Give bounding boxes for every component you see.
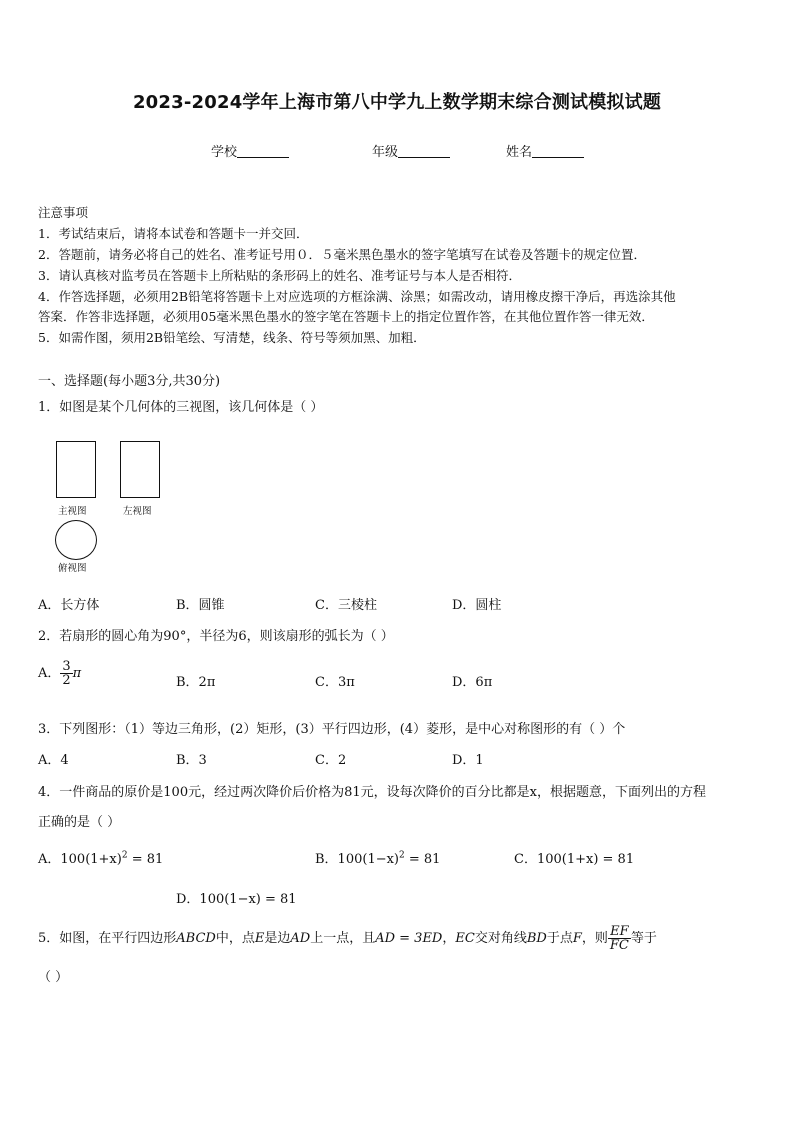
note-item: 答案．作答非选择题，必须用05毫米黑色墨水的签字笔在答题卡上的指定位置作答，在其他位置作答一律无效． <box>38 309 654 324</box>
q1-option-d: D．圆柱 <box>452 598 502 613</box>
q4-option-d: D．100(1−x) = 81 <box>176 892 297 907</box>
grade-blank <box>398 144 450 158</box>
q4-option-a <box>38 848 163 867</box>
q5-parallelogram: ABCD <box>176 931 216 946</box>
question-5-stem <box>38 925 657 952</box>
question-5-answer-blank: （ ） <box>38 970 69 985</box>
section-heading: 一、选择题(每小题3分,共30分) <box>38 374 221 389</box>
note-item: 2．答题前，请务必将自己的姓名、准考证号用０．５毫米黑色墨水的签字笔填写在试卷及答题卡的规定位置． <box>38 247 646 262</box>
q5-segment-ec: EC <box>455 931 475 946</box>
q4-option-b-exponent: 2 <box>399 850 405 861</box>
school-label: 学校 <box>211 145 238 160</box>
top-view-label: 俯视图 <box>58 563 87 574</box>
q5-fraction <box>608 925 631 952</box>
fraction-denominator: FC <box>609 938 629 953</box>
q3-option-b: B．3 <box>176 753 207 768</box>
q5-text: 于点 <box>546 931 573 946</box>
q5-segment-ad: AD <box>290 931 311 946</box>
school-blank <box>237 144 289 158</box>
q2-option-a-pi: π <box>72 666 82 681</box>
q5-text: 等于 <box>630 931 657 946</box>
front-view-label: 主视图 <box>58 506 87 517</box>
page-title: 2023-2024学年上海市第八中学九上数学期末综合测试模拟试题 <box>132 92 662 113</box>
q4-option-b <box>315 848 440 867</box>
q5-text: ， <box>442 931 456 946</box>
q5-text: 5．如图，在平行四边形 <box>38 931 177 946</box>
notes-heading: 注意事项 <box>38 205 89 220</box>
q2-option-a-fraction <box>60 660 72 687</box>
q2-option-a-prefix: A． <box>38 666 61 681</box>
question-2-stem: 2．若扇形的圆心角为90°，半径为6，则该扇形的弧长为（ ） <box>38 629 394 644</box>
note-item: 1．考试结束后，请将本试卷和答题卡一并交回． <box>38 226 309 241</box>
question-4-stem-line2: 正确的是（ ） <box>38 815 121 830</box>
question-1-stem: 1．如图是某个几何体的三视图，该几何体是（ ） <box>38 400 324 415</box>
q5-text: 上一点，且 <box>310 931 376 946</box>
q4-option-a-base: A．100(1+x) <box>38 852 122 867</box>
top-view-circle <box>55 520 97 560</box>
fraction-denominator: 2 <box>62 673 71 688</box>
q2-option-b: B．2π <box>176 675 216 690</box>
question-3-stem: 3．下列图形：（1）等边三角形，(2）矩形，(3）平行四边形，(4）菱形，是中心对称图形的有（ ）个 <box>38 722 626 737</box>
name-field <box>506 141 584 160</box>
q1-option-c: C．三棱柱 <box>315 598 377 613</box>
q2-option-c: C．3π <box>315 675 355 690</box>
q4-option-a-exponent: 2 <box>121 850 128 861</box>
grade-label: 年级 <box>372 145 399 160</box>
q4-option-a-tail: = 81 <box>127 852 164 867</box>
front-view-rect <box>56 441 96 498</box>
school-field <box>211 141 289 160</box>
note-item: 3．请认真核对监考员在答题卡上所粘贴的条形码上的姓名、准考证号与本人是否相符． <box>38 268 521 283</box>
q3-option-c: C．2 <box>315 753 347 768</box>
q3-option-a: A．4 <box>38 753 69 768</box>
side-view-rect <box>120 441 160 498</box>
q4-option-b-base: B．100(1−x) <box>315 852 400 867</box>
note-item: 5．如需作图，须用2B铅笔绘、写清楚，线条、符号等须加黑、加粗． <box>38 330 426 345</box>
fraction-numerator: EF <box>608 925 631 939</box>
q2-option-d: D．6π <box>452 675 493 690</box>
side-view-label: 左视图 <box>123 506 152 517</box>
q5-point-e: E <box>254 931 265 946</box>
q5-text: 交对角线 <box>474 931 527 946</box>
q1-option-a: A．长方体 <box>38 598 100 613</box>
question-4-stem-line1: 4．一件商品的原价是100元，经过两次降价后价格为81元，设每次降价的百分比都是x，根据题意，下面列出的方程 <box>38 785 706 800</box>
q2-option-a <box>38 660 81 687</box>
q5-point-f: F <box>572 931 582 946</box>
q3-option-d: D．1 <box>452 753 484 768</box>
q5-text: 是边 <box>264 931 291 946</box>
name-blank <box>532 144 584 158</box>
name-label: 姓名 <box>506 145 533 160</box>
q5-text: 中，点 <box>215 931 255 946</box>
q5-equation: AD = 3ED <box>375 931 443 946</box>
fraction-numerator: 3 <box>62 659 71 674</box>
q5-text: ，则 <box>581 931 608 946</box>
q4-option-b-tail: = 81 <box>404 852 441 867</box>
note-item: 4．作答选择题，必须用2B铅笔将答题卡上对应选项的方框涂满、涂黑；如需改动，请用橡皮擦干净后，再选涂其他 <box>38 289 676 304</box>
q5-segment-bd: BD <box>526 931 547 946</box>
q1-option-b: B．圆锥 <box>176 598 225 613</box>
grade-field <box>372 141 450 160</box>
q4-option-c: C．100(1+x) = 81 <box>514 852 635 867</box>
